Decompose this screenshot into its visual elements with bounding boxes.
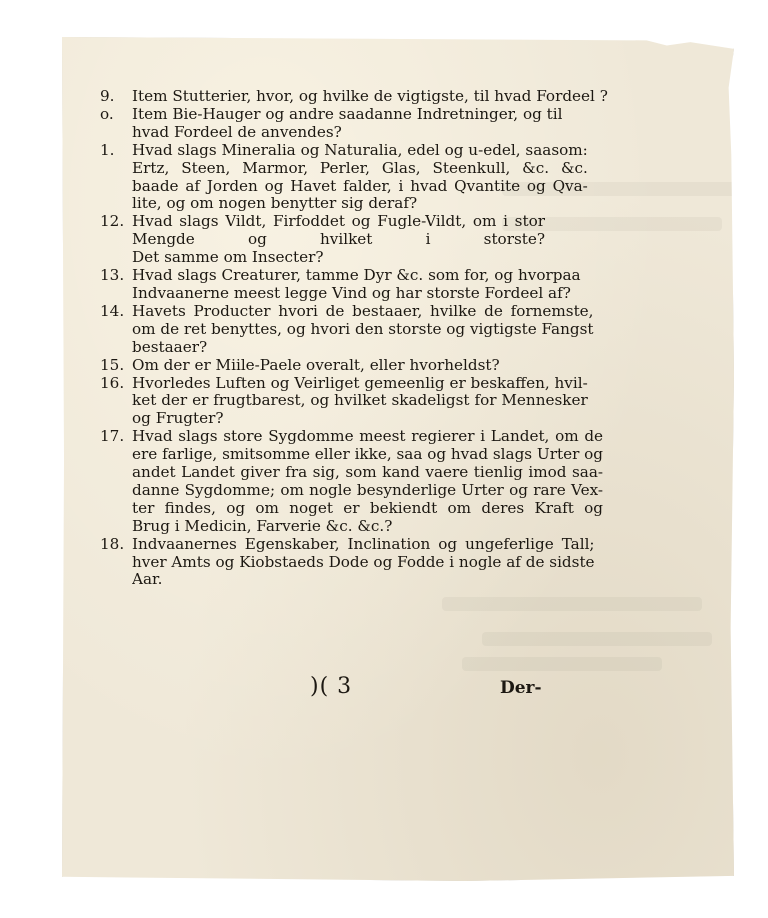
text-line: Hvad slags store Sygdomme meest regierer i Landet, om de (132, 428, 604, 446)
item-number: 13. (100, 266, 125, 285)
text-line: ere farlige, smitsomme eller ikke, saa og hvad slags Urter og (132, 446, 604, 464)
item-number: 12. (100, 212, 125, 231)
list-item (100, 266, 581, 303)
list-item (100, 104, 563, 142)
text-line: Hvorledes Luften og Veirliget gemeenlig er beskaffen, hvil- (132, 374, 588, 392)
text-line: hvad Fordeel de anvendes? (132, 123, 342, 141)
list-item (100, 213, 545, 267)
list-item (100, 427, 604, 535)
text-line: Hvad slags Mineralia og Naturalia, edel og u-edel, saasom: (132, 141, 588, 159)
item-text (132, 428, 603, 535)
text-line: Det samme om Insecter? (132, 249, 324, 267)
text-line: ket der er frugtbarest, og hvilket skadeligst for Mennesker (132, 392, 588, 410)
text-line: bestaaer? (132, 338, 208, 356)
item-number: o. (100, 104, 114, 123)
list-item (100, 357, 545, 375)
list-item (100, 301, 594, 357)
text-line: Aar. (132, 571, 163, 589)
item-number: 1. (100, 140, 115, 159)
list-item (100, 87, 608, 106)
list-item (100, 373, 588, 429)
text-line: baade af Jorden og Havet falder, i hvad Qvantite og Qva- (132, 177, 588, 195)
text-line: danne Sygdomme; om nogle besynderlige Urter og rare Vex- (132, 481, 604, 499)
item-number: 15. (100, 355, 125, 374)
text-line: Havets Producter hvori de bestaaer, hvilke de fornemste, (132, 302, 594, 320)
text-line: andet Landet giver fra sig, som kand vaere tienlig imod saa- (132, 464, 604, 482)
bleed-through-text (462, 657, 662, 671)
item-number: 17. (100, 427, 125, 446)
item-number: 9. (100, 87, 115, 105)
bleed-through-text (442, 597, 702, 611)
text-line: og Frugter? (132, 410, 224, 428)
text-line: Item Stutterier, hvor, og hvilke de vigtigste, til hvad Fordeel ? (132, 88, 608, 105)
item-text (132, 88, 608, 106)
text-line: Indvaanerne meest legge Vind og har storste Fordeel af? (132, 284, 571, 302)
item-text (132, 142, 588, 214)
item-number: 14. (100, 301, 125, 320)
item-text (132, 213, 545, 267)
questionnaire-list (100, 87, 608, 589)
text-line: ter findes, og om noget er bekiendt om deres Kraft og (132, 499, 604, 517)
text-line: Mengde og hvilket i storste? (132, 231, 545, 249)
signature-mark: )( 3 (310, 674, 353, 699)
item-number: 18. (100, 534, 125, 553)
item-text (132, 375, 588, 429)
item-text (132, 357, 545, 375)
list-item (100, 534, 595, 590)
text-line: Hvad slags Creaturer, tamme Dyr &c. som for, og hvorpaa (132, 267, 581, 285)
item-text (132, 267, 581, 303)
text-line: Item Bie-Hauger og andre saadanne Indretninger, og til (132, 105, 563, 123)
text-line: om de ret benyttes, og hvori den storste og vigtigste Fangst (132, 320, 594, 338)
item-text (132, 536, 595, 590)
catchword: Der- (500, 678, 542, 698)
text-line: hver Amts og Kiobstaeds Dode og Fodde i nogle af de sidste (132, 553, 595, 571)
bleed-through-text (482, 632, 712, 646)
text-line: lite, og om nogen benytter sig deraf? (132, 195, 418, 213)
item-number: 16. (100, 373, 125, 392)
item-text (132, 106, 562, 142)
text-line: Om der er Miile-Paele overalt, eller hvorheldst? (132, 356, 500, 374)
text-line: Ertz, Steen, Marmor, Perler, Glas, Steenkull, &c. &c. (132, 159, 588, 177)
item-text (132, 303, 594, 357)
text-line: Hvad slags Vildt, Firfoddet og Fugle-Vildt, om i stor (132, 213, 545, 231)
text-line: Brug i Medicin, Farverie &c. &c.? (132, 517, 393, 535)
text-line: Indvaanernes Egenskaber, Inclination og ungeferlige Tall; (132, 535, 595, 553)
list-item (100, 140, 588, 214)
